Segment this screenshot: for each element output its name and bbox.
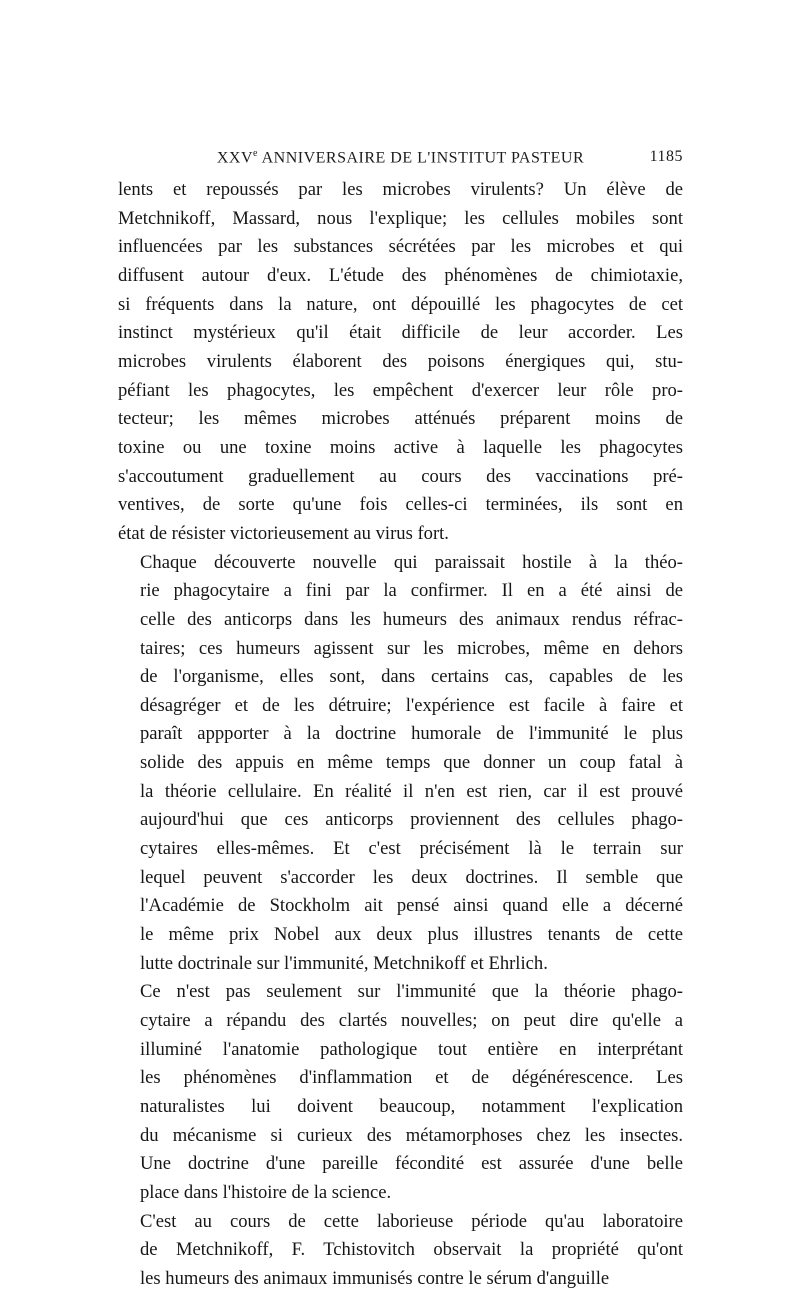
text-line: Ce n'est pas seulement sur l'immunité que la théorie phago- — [140, 981, 683, 1003]
text-line: cytaire a répandu des clartés nouvelles; on peut dire qu'elle a — [140, 1010, 683, 1032]
text-line: tecteur; les mêmes microbes atténués préparent moins de — [118, 408, 683, 430]
text-line: naturalistes lui doivent beaucoup, notamment l'explication — [140, 1096, 683, 1117]
text-line: lents et repoussés par les microbes virulents? Un élève de — [118, 179, 683, 200]
text-line: l'Académie de Stockholm ait pensé ainsi quand elle a décerné — [140, 895, 683, 917]
text-line: désagréger et de les détruire; l'expérience est facile à faire et — [140, 694, 683, 716]
text-line: s'accoutument graduellement au cours des vaccinations pré- — [118, 465, 683, 487]
text-line: diffusent autour d'eux. L'étude des phénomènes de chimiotaxie, — [118, 264, 683, 286]
text-line: solide des appuis en même temps que donner un coup fatal à — [140, 752, 683, 774]
text-line: toxine ou une toxine moins active à laquelle les phagocytes — [118, 436, 683, 458]
text-line: celle des anticorps dans les humeurs des animaux rendus réfrac- — [140, 608, 683, 630]
text-line: illuminé l'anatomie pathologique tout entière en interprétant — [140, 1038, 683, 1060]
paragraph-2 — [118, 549, 683, 979]
paragraph-3 — [118, 978, 683, 1207]
running-head — [118, 142, 683, 176]
text-line: la théorie cellulaire. En réalité il n'en est rien, car il est prouvé — [140, 780, 683, 802]
book-page — [118, 142, 683, 1294]
text-line: les phénomènes d'inflammation et de dégénérescence. Les — [140, 1067, 683, 1089]
text-line: influencées par les substances sécrétées par les microbes et qui — [118, 236, 683, 258]
text-line: lutte doctrinale sur l'immunité, Metchnikoff et Ehrlich. — [140, 952, 548, 974]
text-line: C'est au cours de cette laborieuse période qu'au laboratoire — [140, 1210, 683, 1232]
text-line: place dans l'histoire de la science. — [140, 1181, 392, 1203]
text-line: Chaque découverte nouvelle qui paraissait hostile à la théo- — [140, 551, 683, 573]
text-line: ventives, de sorte qu'une fois celles-ci terminées, ils sont en — [118, 494, 683, 516]
page-number: 1185 — [649, 148, 683, 165]
text-line: rie phagocytaire a fini par la confirmer. Il en a été ainsi de — [140, 580, 683, 602]
text-line: si fréquents dans la nature, ont dépouillé les phagocytes de cet — [118, 293, 683, 315]
text-line: paraît appporter à la doctrine humorale de l'immunité le plus — [140, 723, 683, 745]
text-line: cytaires elles-mêmes. Et c'est précisément là le terrain sur — [140, 838, 683, 860]
text-line: taires; ces humeurs agissent sur les microbes, même en dehors — [140, 637, 683, 659]
text-line: le même prix Nobel aux deux plus illustres tenants de cette — [140, 924, 683, 946]
text-line: péfiant les phagocytes, les empêchent d'exercer leur rôle pro- — [118, 379, 683, 401]
text-line: aujourd'hui que ces anticorps proviennent des cellules phago- — [140, 809, 683, 831]
paragraph-1 — [118, 176, 683, 549]
text-line: de l'organisme, elles sont, dans certains cas, capables de les — [140, 666, 683, 688]
running-title-superscript: e — [253, 148, 258, 159]
paragraph-4 — [118, 1208, 683, 1294]
running-title-rest: ANNIVERSAIRE DE L'INSTITUT PASTEUR — [257, 149, 585, 167]
text-line: les humeurs des animaux immunisés contre le sérum d'anguille — [140, 1267, 610, 1289]
body-text — [118, 176, 683, 1294]
running-title — [118, 148, 683, 167]
text-line: du mécanisme si curieux des métamorphoses chez les insectes. — [140, 1124, 683, 1146]
running-title-prefix: XXV — [216, 149, 254, 167]
text-line: Metchnikoff, Massard, nous l'explique; les cellules mobiles sont — [118, 207, 683, 229]
text-line: de Metchnikoff, F. Tchistovitch observait la propriété qu'ont — [140, 1239, 683, 1261]
text-line: Une doctrine d'une pareille fécondité est assurée d'une belle — [140, 1153, 683, 1175]
text-line: instinct mystérieux qu'il était difficile de leur accorder. Les — [118, 322, 683, 344]
text-line: microbes virulents élaborent des poisons énergiques qui, stu- — [118, 350, 683, 372]
text-line: état de résister victorieusement au virus fort. — [118, 522, 449, 544]
text-line: lequel peuvent s'accorder les deux doctrines. Il semble que — [140, 866, 683, 888]
